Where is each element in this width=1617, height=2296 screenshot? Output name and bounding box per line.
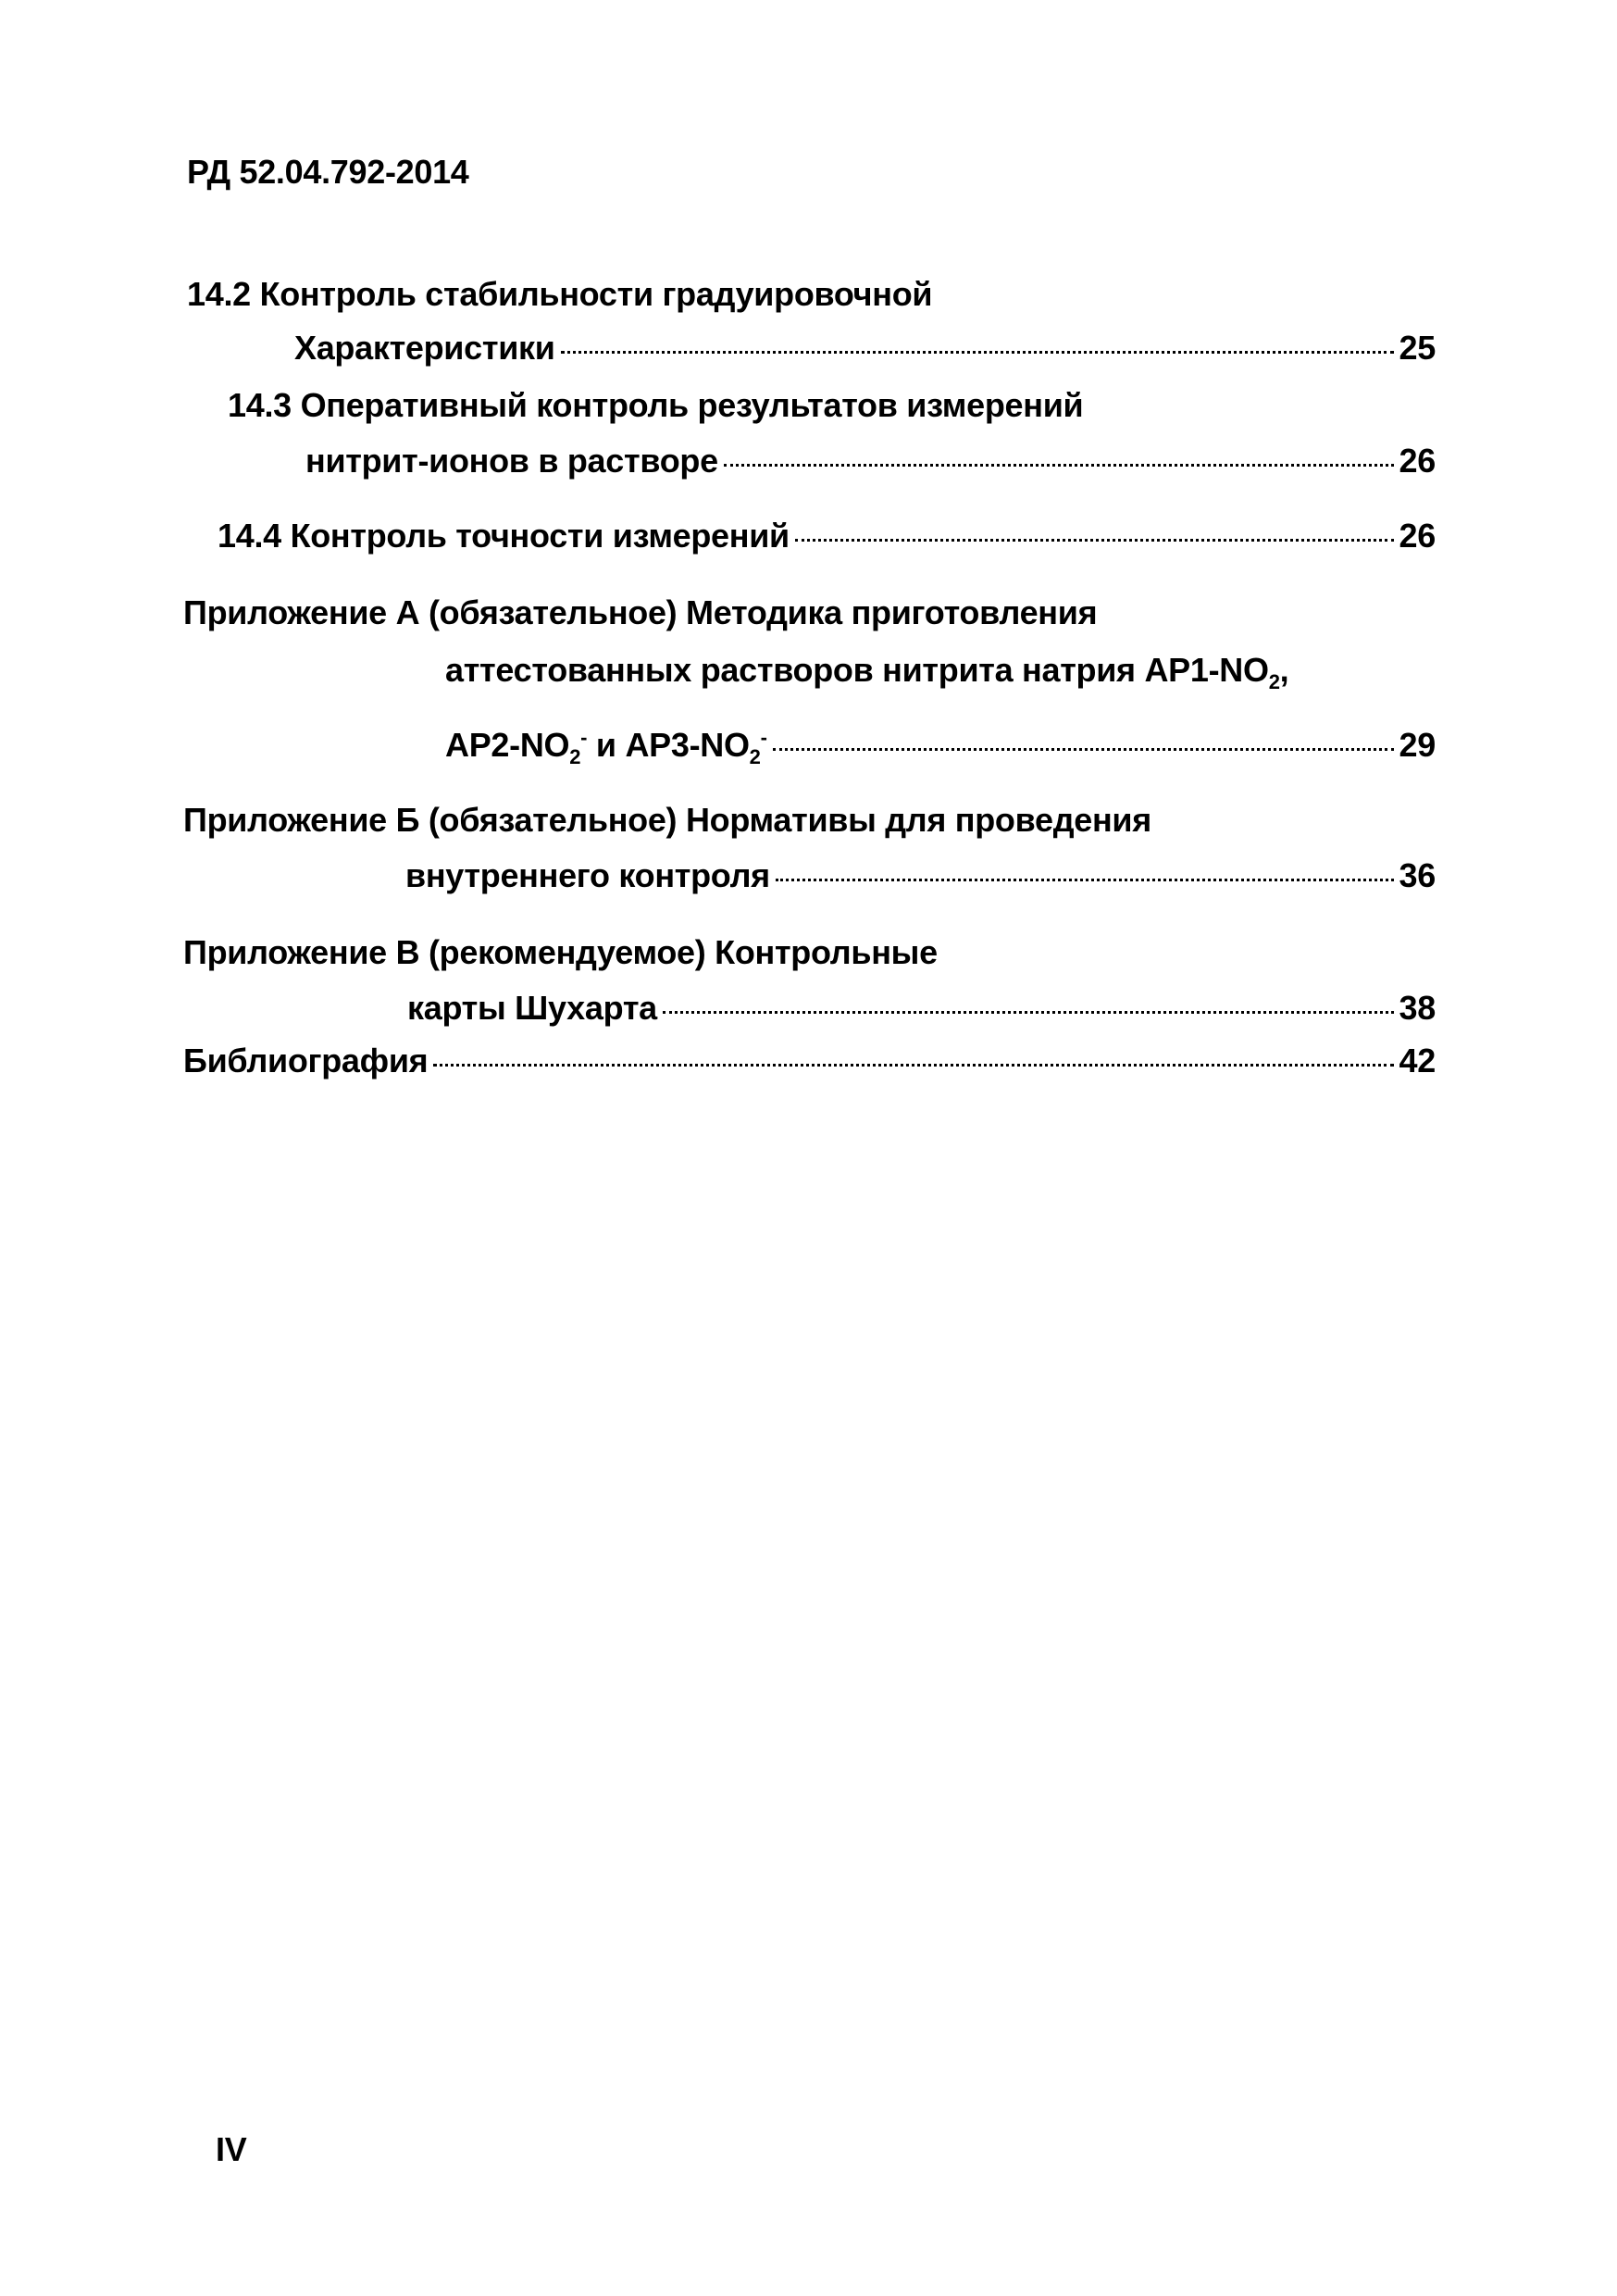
- page-number: 36: [1399, 856, 1436, 894]
- toc-bibliography[interactable]: [183, 1041, 1436, 1081]
- toc-label: карты Шухарта: [407, 989, 657, 1027]
- document-header: РД 52.04.792-2014: [187, 153, 469, 191]
- leader-dots: [724, 464, 1394, 467]
- toc-appendix-a[interactable]: [445, 725, 1436, 769]
- toc-appendix-b[interactable]: [405, 855, 1436, 896]
- toc-appendix-b-title: Приложение Б (обязательное) Нормативы для проведения: [183, 801, 1151, 839]
- toc-label: 14.4 Контроль точности измерений: [218, 517, 790, 555]
- subscript: 2: [569, 745, 581, 769]
- toc-entry-14-2[interactable]: [294, 328, 1436, 368]
- page-number: 38: [1399, 989, 1436, 1027]
- toc-label: Библиография: [183, 1042, 429, 1079]
- text: ,: [1279, 651, 1289, 689]
- text: АР2-NO: [445, 726, 570, 764]
- toc-appendix-a-title: Приложение А (обязательное) Методика приготовления: [183, 593, 1098, 631]
- leader-dots: [561, 351, 1394, 354]
- toc-entry-14-3[interactable]: [305, 441, 1436, 481]
- toc-label: нитрит-ионов в растворе: [305, 442, 718, 480]
- leader-dots: [773, 748, 1394, 751]
- toc-entry-14-2-title: 14.2 Контроль стабильности градуировочной: [187, 275, 933, 313]
- toc-appendix-v-title: Приложение В (рекомендуемое) Контрольные: [183, 933, 938, 971]
- page-number: 42: [1399, 1042, 1436, 1079]
- toc-appendix-v[interactable]: [407, 988, 1436, 1029]
- text: и АР3-NO: [587, 726, 750, 764]
- page-number-footer: IV: [216, 2130, 247, 2168]
- leader-dots: [433, 1064, 1393, 1067]
- subscript: 2: [1268, 670, 1280, 694]
- page-number: 29: [1399, 726, 1436, 764]
- superscript: -: [760, 726, 767, 749]
- leader-dots: [663, 1011, 1394, 1014]
- toc-entry-14-3-title: 14.3 Оперативный контроль результатов измерений: [228, 386, 1084, 424]
- page-number: 26: [1399, 442, 1436, 480]
- toc-label: [445, 725, 767, 769]
- superscript: -: [580, 726, 588, 749]
- toc-entry-14-4[interactable]: [218, 516, 1436, 556]
- toc-appendix-a-title-cont: [445, 650, 1289, 694]
- page-number: 25: [1399, 329, 1436, 367]
- leader-dots: [795, 539, 1394, 542]
- text: аттестованных растворов нитрита натрия АР1-NO: [445, 651, 1269, 689]
- toc-label: внутреннего контроля: [405, 856, 770, 894]
- page-number: 26: [1399, 517, 1436, 555]
- leader-dots: [776, 879, 1394, 881]
- toc-label: Характеристики: [294, 329, 555, 367]
- subscript: 2: [749, 745, 761, 769]
